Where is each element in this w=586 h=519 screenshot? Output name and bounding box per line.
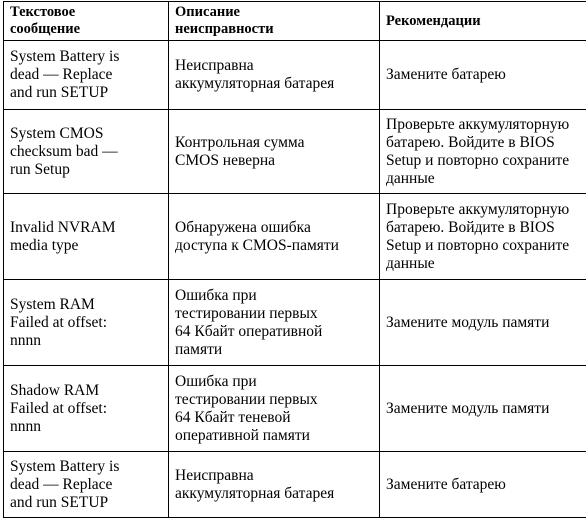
- header-description: Описание неисправности: [169, 2, 380, 41]
- table-row: [4, 366, 586, 452]
- cell-recommendation: Замените модуль памяти: [380, 280, 586, 366]
- cell-description: Неисправна аккумуляторная батарея: [169, 452, 380, 518]
- cell-message: System RAM Failed at offset: nnnn: [4, 280, 169, 366]
- table-row: [4, 194, 586, 280]
- cell-description: Контрольная сумма CMOS неверна: [169, 110, 380, 194]
- table-row: [4, 452, 586, 518]
- error-messages-table: [3, 1, 586, 518]
- cell-message: System Battery is dead — Replace and run SETUP: [4, 452, 169, 518]
- cell-description: Ошибка при тестировании первых 64 Кбайт оперативной памяти: [169, 280, 380, 366]
- header-recommendation: Рекомендации: [380, 2, 586, 41]
- table-row: [4, 41, 586, 110]
- table-row: [4, 110, 586, 194]
- cell-description: Неисправна аккумуляторная батарея: [169, 41, 380, 110]
- table-row: [4, 280, 586, 366]
- cell-message: Shadow RAM Failed at offset: nnnn: [4, 366, 169, 452]
- cell-description: Ошибка при тестировании первых 64 Кбайт теневой оперативной памяти: [169, 366, 380, 452]
- cell-message: System CMOS checksum bad — run Setup: [4, 110, 169, 194]
- cell-recommendation: Проверьте аккумуляторную батарею. Войдите в BIOS Setup и повторно сохраните данные: [380, 194, 586, 280]
- header-message: Текстовое сообщение: [4, 2, 169, 41]
- cell-recommendation: Замените батарею: [380, 452, 586, 518]
- cell-description: Обнаружена ошибка доступа к CMOS-памяти: [169, 194, 380, 280]
- cell-message: Invalid NVRAM media type: [4, 194, 169, 280]
- table-header-row: [4, 2, 586, 41]
- cell-message: System Battery is dead — Replace and run SETUP: [4, 41, 169, 110]
- cell-recommendation: Замените модуль памяти: [380, 366, 586, 452]
- cell-recommendation: Замените батарею: [380, 41, 586, 110]
- cell-recommendation: Проверьте аккумуляторную батарею. Войдите в BIOS Setup и повторно сохраните данные: [380, 110, 586, 194]
